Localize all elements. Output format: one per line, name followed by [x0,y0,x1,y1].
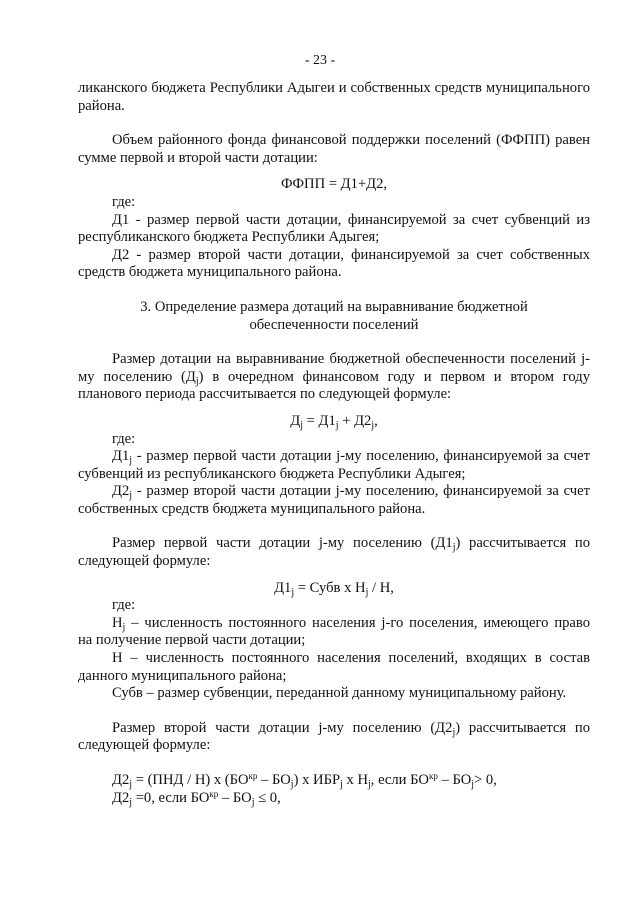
page-number: - 23 - [304,53,336,68]
definition-subv: Субв – размер субвенции, переданной данному муниципальному району. [112,685,567,702]
section-heading-line-2: обеспеченности поселений [249,316,419,333]
formula-dj: $Д_j = Д1_j + Д2_j$, [290,412,378,431]
definition-d1j: $Д1_j$ - размер первой части дотации j-му поселению, финансируемой за счет субвенций из республиканского бюджета Республики Адыгея; [78,448,590,482]
paragraph-second-part: Размер второй части дотации j-му поселению $(Д2_j)$ рассчитывается по следующей формуле: [78,719,590,754]
paragraph-fund-volume: Объем районного фонда финансовой поддержки поселений (ФФПП) равен сумме первой и второй части дотации: [78,132,590,166]
section-heading-line-1: 3. Определение размера дотаций на выравнивание бюджетной [140,298,528,315]
definition-d1: Д1 - размер первой части дотации, финансируемой за счет субвенций из республиканского бюджета Республики Адыгея; [78,211,590,246]
paragraph-continuation: ликанского бюджета Республики Адыгеи и собственных средств муниципального района. [78,80,590,114]
paragraph-subsidy-size: Размер дотации на выравнивание бюджетной обеспеченности поселений j-му поселению $(Д_j)$ в очередном финансовом году и первом и втором году планового периода рассчитывается по следующей формуле: [78,351,591,403]
formula-d2j: $Д2_j = (ПНД / Н)$ х $(БО^{кр} - БО_j)$ х $ИБР_j$ х $Н_j$, если $БО^{кр} - БО_j> 0$, [112,771,497,790]
formula-d2j-zero: $Д2_j =0$, если $БО^{кр} - БО_j \le 0$, [112,788,281,808]
where-label: где: [112,193,136,210]
definition-hj: $Н_j$ – численность постоянного населения j-го поселения, имеющего право на получение первой части дотации; [78,614,590,649]
definition-d2j: $Д2_j$ - размер второй части дотации j-му поселению, финансируемой за счет собственных средств бюджета муниципального района. [78,483,590,517]
where-label: где: [112,430,136,447]
definition-d2: Д2 - размер второй части дотации, финансируемой за счет собственных средств бюджета муниципального района. [78,246,590,281]
paragraph-first-part: Размер первой части дотации j-му поселению $(Д1_j)$ рассчитывается по следующей формуле: [78,535,590,570]
document-body [78,80,590,807]
formula-d1j: $Д1_j$ = Субв х $Н_j$ / Н, [274,579,394,598]
where-label: где: [112,597,136,614]
definition-h: Н – численность постоянного населения поселений, входящих в состав данного муниципального района; [78,650,590,684]
formula-ffpp: ФФПП = Д1+Д2, [280,176,388,193]
